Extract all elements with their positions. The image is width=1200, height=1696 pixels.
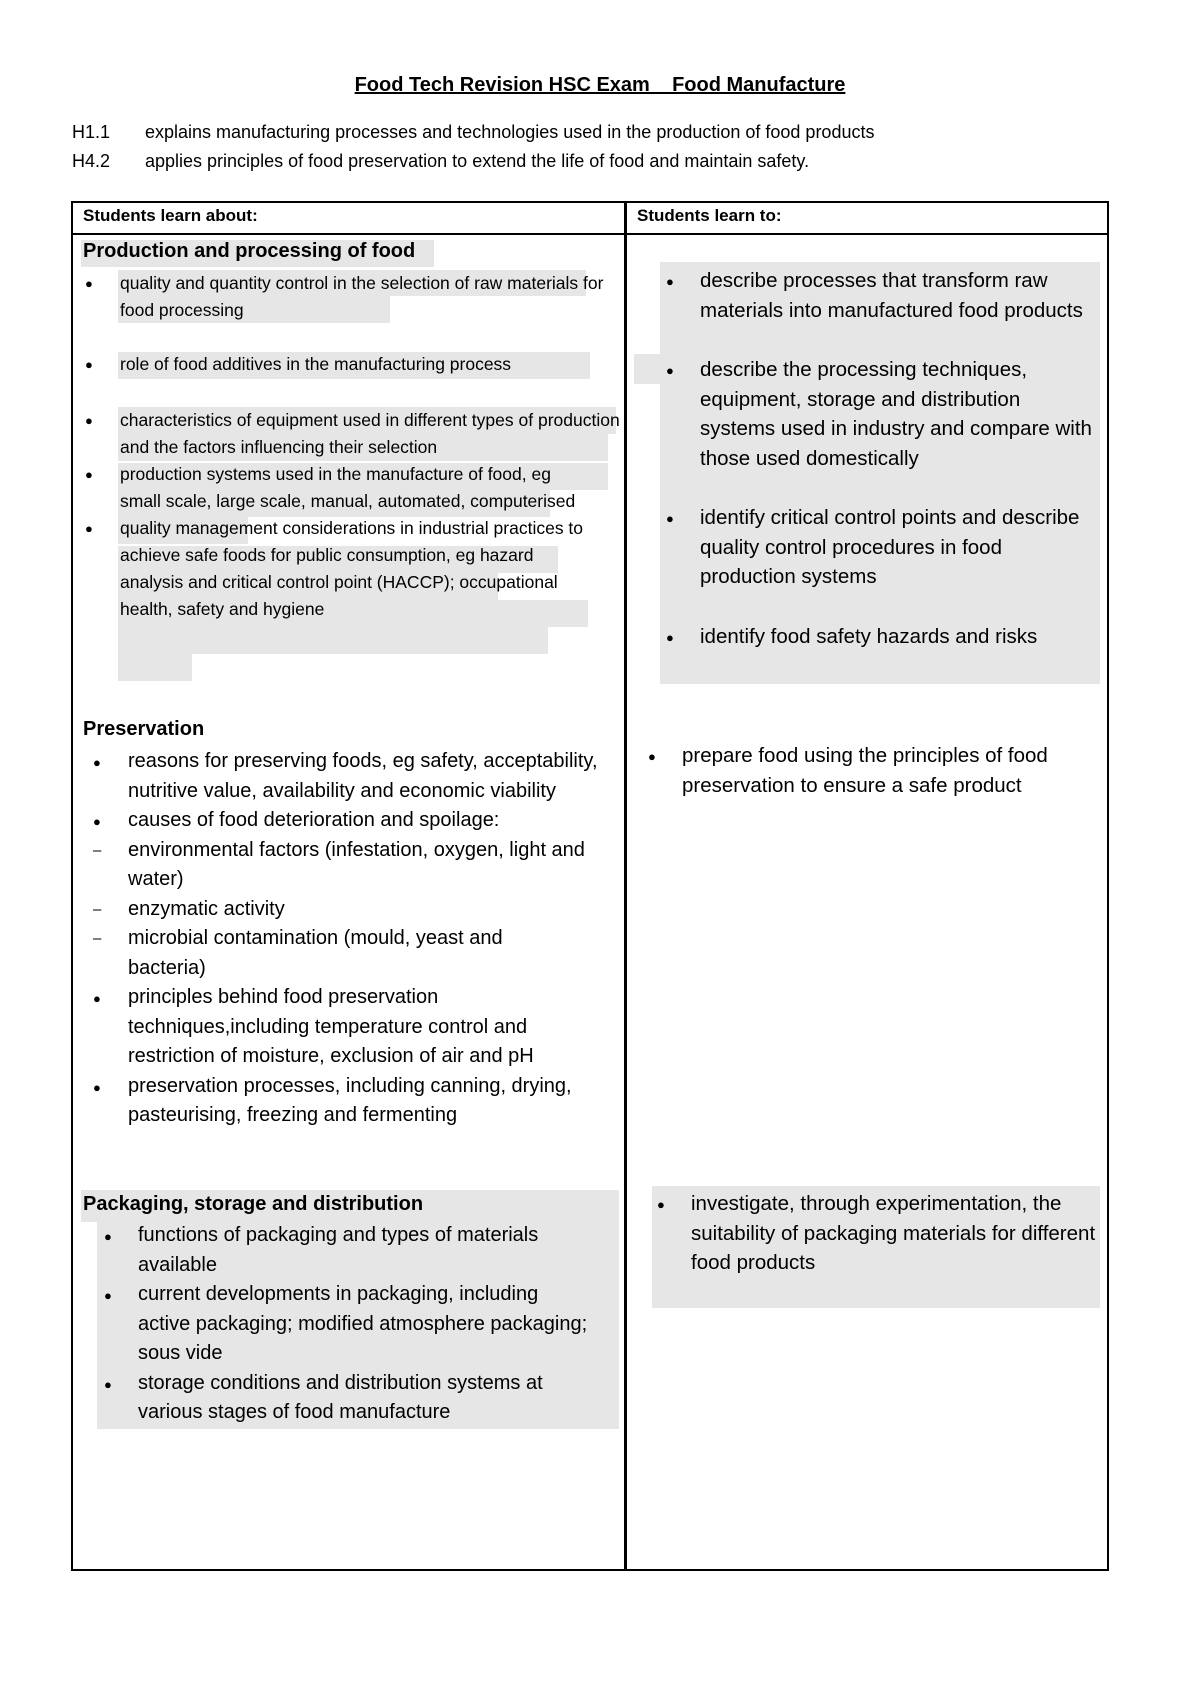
list-item: ● characteristics of equipment used in different types of production and the factors influencing their selection — [120, 407, 620, 461]
learn-to-production-list — [700, 266, 1100, 651]
learn-to-packaging-list — [691, 1189, 1101, 1278]
production-list — [120, 270, 620, 623]
list-item: ● causes of food deterioration and spoilage: — [128, 806, 618, 836]
list-item: ● role of food additives in the manufacturing process — [120, 351, 620, 378]
list-item: ● reasons for preserving foods, eg safety, acceptability, nutritive value, availability and economic viability — [128, 747, 618, 806]
outcome-h1-1 — [72, 122, 874, 143]
outcome-code: H1.1 — [72, 122, 111, 142]
column-divider — [624, 201, 627, 1571]
list-item: ● storage conditions and distribution systems at various stages of food manufacture — [138, 1369, 608, 1428]
list-item: – environmental factors (infestation, oxygen, light and water) — [128, 836, 618, 895]
section-title-production: Production and processing of food — [83, 240, 416, 262]
list-item: ● production systems used in the manufacture of food, eg small scale, large scale, manual, automated, computerised — [120, 461, 580, 515]
list-item: ● describe the processing techniques, equipment, storage and distribution systems used in industry and compare with those used domestically — [700, 355, 1100, 473]
list-item: – enzymatic activity — [128, 895, 618, 925]
outcome-text: applies principles of food preservation to extend the life of food and maintain safety. — [145, 151, 810, 171]
outcome-h4-2 — [72, 151, 809, 172]
header-divider — [71, 233, 1109, 235]
list-item: ● quality management considerations in industrial practices to achieve safe foods for public consumption, eg hazard analysis and critical control point (HACCP); occupational health, safety and hygiene — [120, 515, 595, 623]
learn-to-preservation-list — [682, 741, 1102, 800]
list-item: ● preservation processes, including canning, drying, pasteurising, freezing and fermenting — [128, 1072, 588, 1131]
list-item: ● current developments in packaging, including active packaging; modified atmosphere packaging; sous vide — [138, 1280, 593, 1369]
page-title: Food Tech Revision HSC Exam Food Manufacture — [354, 74, 846, 96]
header-learn-to: Students learn to: — [637, 206, 782, 225]
list-item: ● quality and quantity control in the selection of raw materials for food processing — [120, 270, 620, 324]
highlight-block — [118, 627, 548, 654]
list-item: ● identify critical control points and describe quality control procedures in food production systems — [700, 503, 1100, 592]
list-item: ● investigate, through experimentation, the suitability of packaging materials for different food products — [691, 1189, 1101, 1278]
section-title-preservation: Preservation — [83, 718, 205, 740]
list-item: ● principles behind food preservation techniques,including temperature control and restriction of moisture, exclusion of air and pH — [128, 983, 598, 1072]
outcome-text: explains manufacturing processes and technologies used in the production of food products — [145, 122, 875, 142]
outcome-code: H4.2 — [72, 151, 111, 171]
list-item: ● prepare food using the principles of food preservation to ensure a safe product — [682, 741, 1082, 800]
section-title-packaging: Packaging, storage and distribution — [83, 1193, 424, 1215]
list-item: ● describe processes that transform raw materials into manufactured food products — [700, 266, 1100, 325]
list-item: ● functions of packaging and types of materials available — [138, 1221, 593, 1280]
list-item: – microbial contamination (mould, yeast and bacteria) — [128, 924, 568, 983]
preservation-list — [128, 747, 618, 1131]
list-item: ● identify food safety hazards and risks — [700, 622, 1100, 652]
packaging-list — [138, 1221, 618, 1428]
highlight-block — [118, 654, 192, 681]
header-learn-about: Students learn about: — [83, 206, 258, 225]
